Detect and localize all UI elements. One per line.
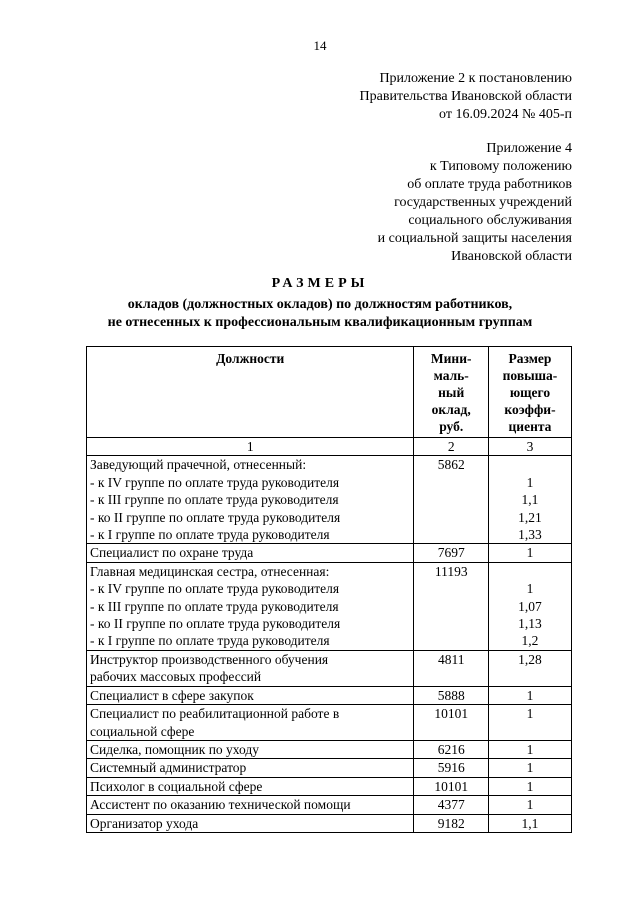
cell-salary-line: 4811 bbox=[437, 651, 465, 667]
cell-coefficient-line: 1,1 bbox=[521, 815, 539, 831]
cell-position-line: Специалист в сфере закупок bbox=[90, 687, 254, 703]
cell-salary-line: 10101 bbox=[434, 706, 469, 722]
cell-salary-line bbox=[417, 474, 485, 491]
header-coef-line: циента bbox=[508, 419, 552, 434]
cell-position-line: Организатор ухода bbox=[90, 815, 199, 831]
cell-position-line: - к IV группе по оплате труда руководителя bbox=[90, 474, 340, 490]
appendix-sub-line: Ивановской области bbox=[451, 249, 572, 264]
cell-salary-line: 5862 bbox=[437, 457, 465, 473]
appendix-sub-line: к Типовому положению bbox=[429, 159, 572, 174]
header-coefficient bbox=[488, 347, 571, 438]
table-row bbox=[87, 650, 572, 686]
cell-position bbox=[87, 650, 414, 686]
cell-coefficient-line bbox=[492, 563, 568, 580]
cell-position-line: Ассистент по оказанию технической помощи bbox=[90, 797, 351, 813]
cell-coefficient-line: 1,21 bbox=[518, 509, 542, 525]
cell-salary-line: 6216 bbox=[437, 741, 465, 757]
cell-coefficient bbox=[488, 686, 571, 704]
cell-coefficient-line: 1 bbox=[526, 797, 534, 813]
table-header-row bbox=[87, 347, 572, 438]
appendix-sub-line: об оплате труда работников bbox=[407, 177, 572, 192]
cell-position bbox=[87, 759, 414, 777]
cell-salary-line bbox=[417, 509, 485, 526]
column-number: 2 bbox=[414, 438, 489, 456]
cell-coefficient-line bbox=[492, 456, 568, 473]
cell-position bbox=[87, 562, 414, 650]
cell-position-line: - ко II группе по оплате труда руководителя bbox=[90, 509, 341, 525]
cell-salary-line: 10101 bbox=[434, 778, 469, 794]
cell-position-line: - к I группе по оплате труда руководителя bbox=[90, 527, 330, 543]
cell-coefficient-line: 1,2 bbox=[521, 633, 539, 649]
cell-coefficient bbox=[488, 777, 571, 795]
table-row bbox=[87, 562, 572, 650]
appendix-header bbox=[360, 70, 572, 124]
cell-position bbox=[87, 796, 414, 814]
table-row bbox=[87, 544, 572, 562]
appendix-sub-line: государственных учреждений bbox=[394, 195, 572, 210]
cell-coefficient-line: 1,13 bbox=[518, 616, 542, 632]
cell-salary bbox=[414, 544, 489, 562]
cell-coefficient-line: 1 bbox=[526, 778, 534, 794]
cell-coefficient-line: 1 bbox=[526, 581, 534, 597]
appendix-sub-line: и социальной защиты населения bbox=[377, 231, 572, 246]
cell-salary bbox=[414, 796, 489, 814]
cell-salary-line: 5888 bbox=[437, 687, 465, 703]
cell-position-line: Инструктор производственного обучения bbox=[90, 651, 329, 667]
cell-position-line: Специалист по охране труда bbox=[90, 545, 254, 561]
appendix-header-line: Правительства Ивановской области bbox=[359, 89, 572, 104]
cell-salary bbox=[414, 777, 489, 795]
cell-coefficient-line: 1 bbox=[526, 545, 534, 561]
document-title: РАЗМЕРЫ bbox=[271, 276, 369, 291]
header-coef-line: повыша- bbox=[502, 368, 558, 383]
column-number: 1 bbox=[87, 438, 414, 456]
cell-coefficient-line: 1 bbox=[526, 760, 534, 776]
cell-salary bbox=[414, 650, 489, 686]
cell-coefficient-line: 1,28 bbox=[518, 651, 542, 667]
cell-coefficient bbox=[488, 456, 571, 544]
column-number-row bbox=[87, 438, 572, 456]
cell-salary-line bbox=[417, 632, 485, 649]
cell-position bbox=[87, 544, 414, 562]
cell-coefficient-line: 1 bbox=[526, 474, 534, 490]
header-salary-line: оклад, bbox=[431, 402, 471, 417]
page-number: 14 bbox=[313, 38, 327, 53]
header-salary-line: Мини- bbox=[430, 351, 472, 366]
cell-salary-line: 11193 bbox=[434, 563, 468, 579]
cell-position-line: - ко II группе по оплате труда руководителя bbox=[90, 616, 341, 632]
cell-position-line: рабочих массовых профессий bbox=[90, 669, 262, 685]
cell-salary bbox=[414, 562, 489, 650]
header-salary-line: ный bbox=[438, 385, 465, 400]
cell-position-line: Специалист по реабилитационной работе в bbox=[90, 706, 340, 722]
cell-coefficient-line: 1 bbox=[526, 687, 534, 703]
cell-salary-line bbox=[417, 615, 485, 632]
appendix-sub-line: социального обслуживания bbox=[408, 213, 572, 228]
cell-position-line: - к III группе по оплате труда руководителя bbox=[90, 492, 339, 508]
cell-salary bbox=[414, 456, 489, 544]
cell-coefficient-line: 1 bbox=[526, 741, 534, 757]
cell-position bbox=[87, 814, 414, 832]
table-row bbox=[87, 705, 572, 741]
cell-coefficient bbox=[488, 650, 571, 686]
cell-coefficient bbox=[488, 544, 571, 562]
cell-salary-line: 5916 bbox=[437, 760, 465, 776]
cell-position-line: Сиделка, помощник по уходу bbox=[90, 741, 260, 757]
header-coef-line: ющего bbox=[509, 385, 551, 400]
header-coef-line: коэффи- bbox=[504, 402, 556, 417]
table-row bbox=[87, 777, 572, 795]
cell-salary bbox=[414, 705, 489, 741]
salary-table bbox=[86, 346, 572, 833]
header-position: Должности bbox=[87, 347, 414, 438]
cell-coefficient bbox=[488, 814, 571, 832]
cell-position-line: Главная медицинская сестра, отнесенная: bbox=[90, 563, 330, 579]
cell-salary bbox=[414, 759, 489, 777]
cell-position-line: Заведующий прачечной, отнесенный: bbox=[90, 457, 307, 473]
cell-position bbox=[87, 777, 414, 795]
cell-position bbox=[87, 740, 414, 758]
cell-salary-line: 4377 bbox=[437, 797, 465, 813]
table-row bbox=[87, 456, 572, 544]
cell-coefficient-line: 1,07 bbox=[518, 598, 542, 614]
cell-coefficient bbox=[488, 705, 571, 741]
cell-position-line: Системный администратор bbox=[90, 760, 247, 776]
cell-salary-line bbox=[417, 491, 485, 508]
header-salary-line: руб. bbox=[439, 419, 464, 434]
cell-coefficient-line: 1 bbox=[526, 706, 534, 722]
subtitle-line: окладов (должностных окладов) по должностям работников, bbox=[127, 297, 513, 312]
cell-salary bbox=[414, 740, 489, 758]
cell-position-line: социальной сфере bbox=[90, 723, 195, 739]
cell-position bbox=[87, 686, 414, 704]
cell-salary bbox=[414, 686, 489, 704]
cell-coefficient bbox=[488, 796, 571, 814]
cell-position-line: Психолог в социальной сфере bbox=[90, 778, 263, 794]
appendix-header-line: от 16.09.2024 № 405-п bbox=[439, 107, 572, 122]
cell-coefficient bbox=[488, 759, 571, 777]
cell-position bbox=[87, 456, 414, 544]
table-row bbox=[87, 759, 572, 777]
table-row bbox=[87, 796, 572, 814]
cell-coefficient bbox=[488, 740, 571, 758]
cell-coefficient bbox=[488, 562, 571, 650]
cell-salary-line bbox=[417, 580, 485, 597]
table-row bbox=[87, 686, 572, 704]
cell-position-line: - к IV группе по оплате труда руководителя bbox=[90, 581, 340, 597]
cell-coefficient-line: 1,33 bbox=[518, 527, 542, 543]
header-coef-line: Размер bbox=[508, 351, 552, 366]
cell-position-line: - к I группе по оплате труда руководителя bbox=[90, 633, 330, 649]
cell-salary bbox=[414, 814, 489, 832]
cell-coefficient-line: 1,1 bbox=[521, 492, 539, 508]
cell-salary-line: 9182 bbox=[437, 815, 465, 831]
appendix-sub-line: Приложение 4 bbox=[486, 141, 572, 156]
cell-salary-line bbox=[417, 526, 485, 543]
header-salary bbox=[414, 347, 489, 438]
column-number: 3 bbox=[488, 438, 571, 456]
cell-salary-line bbox=[417, 598, 485, 615]
table-body bbox=[87, 456, 572, 833]
header-salary-line: маль- bbox=[433, 368, 469, 383]
cell-salary-line: 7697 bbox=[437, 545, 465, 561]
table-row bbox=[87, 814, 572, 832]
appendix-sub-header bbox=[378, 140, 572, 266]
table-row bbox=[87, 740, 572, 758]
subtitle-line: не отнесенных к профессиональным квалификационным группам bbox=[107, 315, 533, 330]
cell-position bbox=[87, 705, 414, 741]
document-subtitle bbox=[0, 296, 640, 332]
appendix-header-line: Приложение 2 к постановлению bbox=[379, 71, 572, 86]
cell-position-line: - к III группе по оплате труда руководителя bbox=[90, 598, 339, 614]
